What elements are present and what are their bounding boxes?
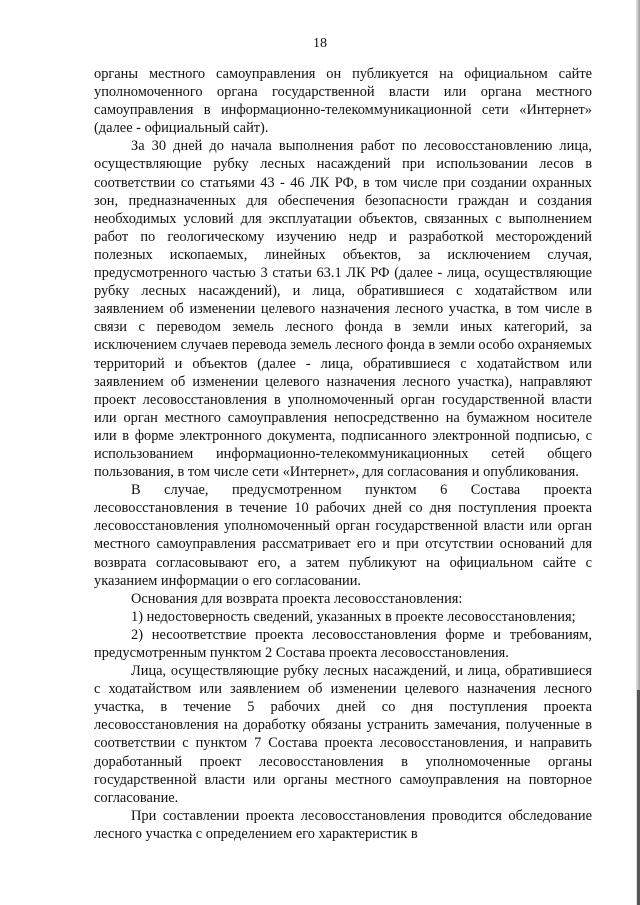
paragraph-submission: За 30 дней до начала выполнения работ по лесовосстановлению лица, осуществляющие рубку лесных насаждений при использовании лесов в соответствии со статьями 43 - 46 ЛК РФ, в том числе при создании охранных зон, предназначенных для обеспечения безопасности граждан и создания необходимых условий для эксплуатации объектов, связанных с выполнением работ по геологическому изучению недр и разработкой месторождений полезных ископаемых, линейных объектов, за исключением случая, предусмотренного частью 3 статьи 63.1 ЛК РФ (далее - лица, осуществляющие рубку лесных насаждений), и лица, обратившиеся с ходатайством или заявлением об изменении целевого назначения лесного участка, в том числе в связи с переводом земель лесного фонда в земли иных категорий, за исключением случаев перевода земель лесного фонда в земли особо охраняемых территорий и объектов (далее - лица, обратившиеся с ходатайством или заявлением об изменении целевого назначения лесного участка), направляют проект лесовосстановления в уполномоченный орган государственной власти или орган местного самоуправления непосредственно на бумажном носителе или в форме электронного документа, подписанного электронной подписью, с использованием информационно-телекоммуникационных сетей общего пользования, в том числе сети «Интернет», для согласования и опубликования. [94,138,592,481]
paragraph-rework: Лица, осуществляющие рубку лесных насаждений, и лица, обратившиеся с ходатайством или заявлением об изменении целевого назначения лесного участка, в течение 5 рабочих дней со дня поступления проекта лесовосстановления на доработку обязаны устранить замечания, полученные в соответствии с пунктом 7 Состава проекта лесовосстановления, и направить доработанный проект лесовосстановления в уполномоченные органы государственной власти или органы местного самоуправления на повторное согласование. [94,663,592,806]
document-body [94,65,592,843]
paragraph-approval: В случае, предусмотренном пунктом 6 Состава проекта лесовосстановления в течение 10 рабочих дней со дня поступления проекта лесовосстановления уполномоченный орган государственной власти или орган местного самоуправления рассматривает его и при отсутствии оснований для возврата согласовывают его, а затем публикуют на официальном сайте с указанием информации о его согласовании. [94,482,592,589]
paragraph-survey: При составлении проекта лесовосстановления проводится обследование лесного участка с определением его характеристик в [94,807,592,842]
paragraph-return-grounds-heading: Основания для возврата проекта лесовосстановления: [131,590,463,607]
paragraph-continuation: органы местного самоуправления он публикуется на официальном сайте уполномоченного органа государственной власти или органа местного самоуправления в информационно-телекоммуникационной сети «Интернет» (далее - официальный сайт). [94,66,592,137]
paragraph-return-ground-1: 1) недостоверность сведений, указанных в проекте лесовосстановления; [131,608,576,625]
page-number: 18 [313,36,327,51]
paragraph-return-ground-2: 2) несоответствие проекта лесовосстановления форме и требованиям, предусмотренным пунктом 2 Состава проекта лесовосстановления. [94,626,592,661]
